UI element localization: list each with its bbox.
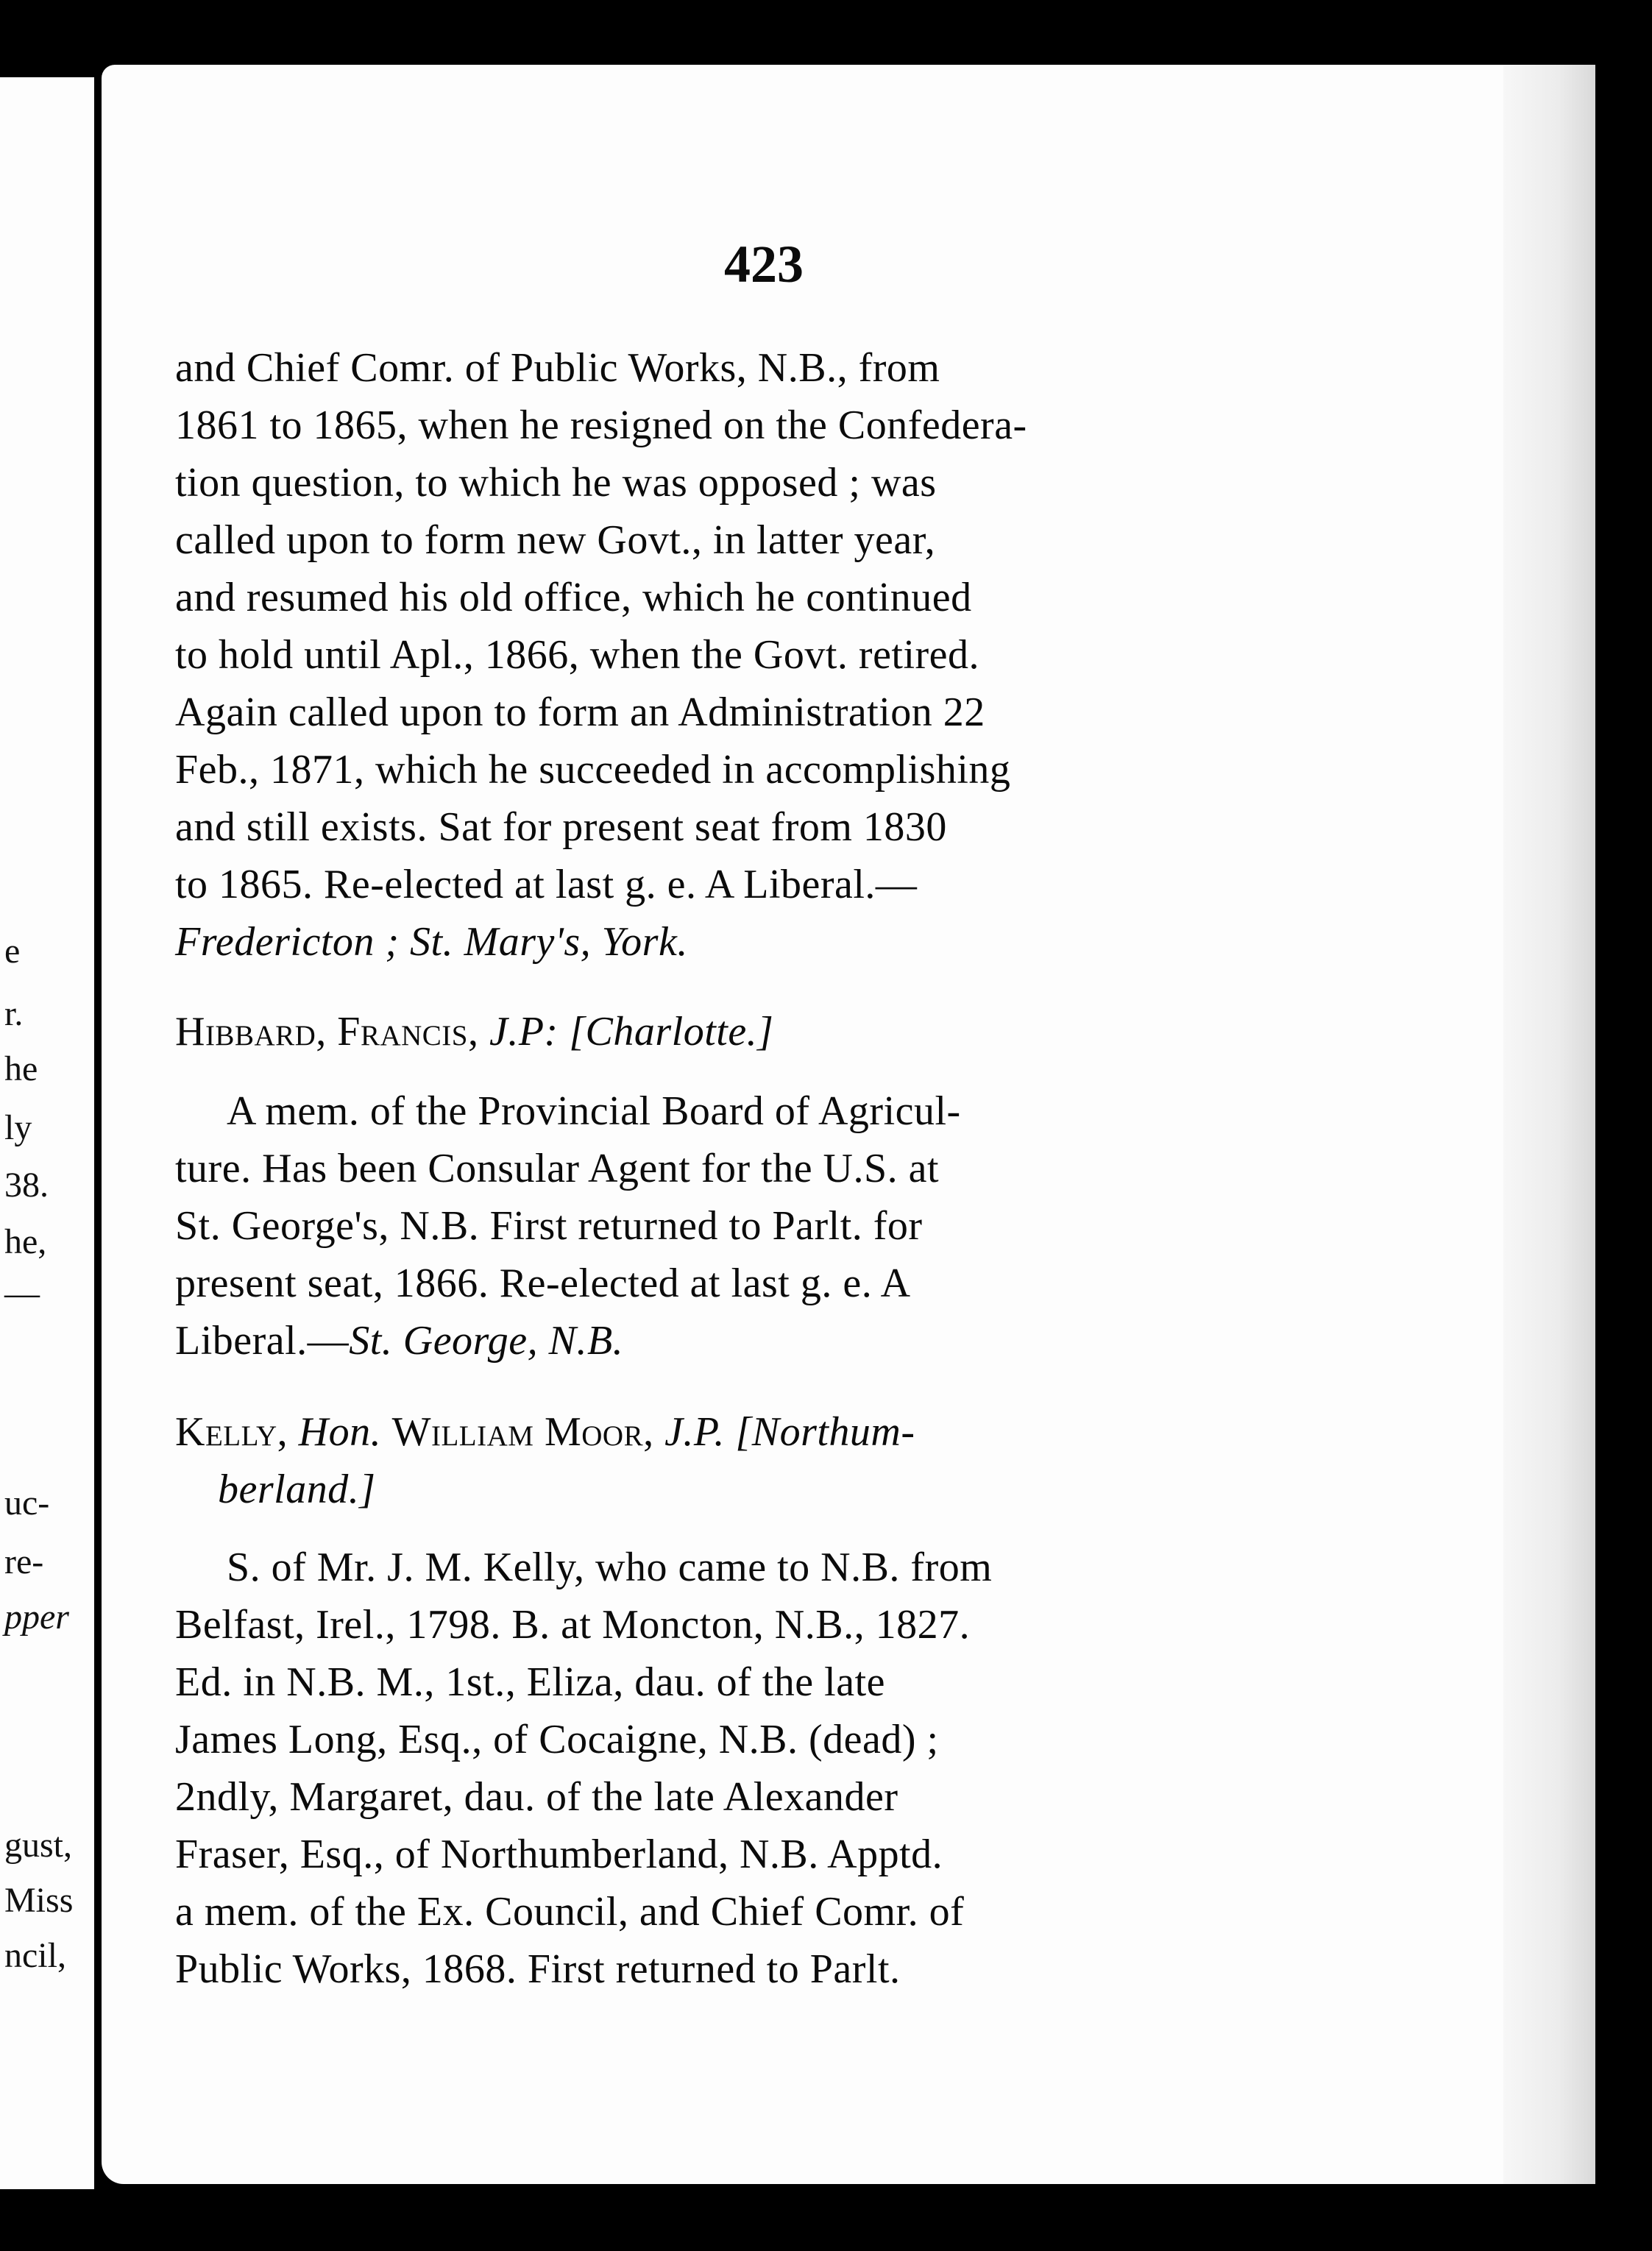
entry-name: William Moor, xyxy=(391,1409,654,1455)
page-number: 423 xyxy=(724,235,804,294)
text-fragment: Liberal.— xyxy=(175,1318,350,1364)
text-line: called upon to form new Govt., in latter year, xyxy=(175,517,936,563)
text-line: to hold until Apl., 1866, when the Govt. retired. xyxy=(175,632,980,678)
text-line: present seat, 1866. Re-elected at last g. e. A xyxy=(175,1261,911,1306)
page-edge-shading xyxy=(1503,65,1595,2184)
entry-constituency: [Northum- xyxy=(735,1409,915,1455)
left-fragment: e xyxy=(4,932,21,971)
entry-heading xyxy=(175,1408,1279,1456)
text-line: and Chief Comr. of Public Works, N.B., from xyxy=(175,345,940,391)
left-fragment: pper xyxy=(4,1598,69,1637)
book-page xyxy=(102,65,1595,2184)
text-line: Public Works, 1868. First returned to Parlt. xyxy=(175,1946,901,1992)
entry-constituency-cont: berland.] xyxy=(218,1467,376,1512)
entry-title: J.P: xyxy=(489,1009,559,1054)
text-line xyxy=(175,1317,1279,1364)
text-line: ture. Has been Consular Agent for the U.S. at xyxy=(175,1146,940,1191)
left-fragment: uc- xyxy=(4,1483,50,1522)
text-line: tion question, to which he was opposed ; was xyxy=(175,460,937,506)
text-line: Fraser, Esq., of Northumberland, N.B. Apptd. xyxy=(175,1832,943,1877)
text-line: a mem. of the Ex. Council, and Chief Comr. of xyxy=(175,1889,965,1935)
left-fragment: Miss xyxy=(4,1881,74,1920)
text-line: 2ndly, Margaret, dau. of the late Alexander xyxy=(175,1774,898,1820)
entry-constituency: [Charlotte.] xyxy=(569,1009,774,1054)
left-fragment: he, xyxy=(4,1222,47,1261)
entry-surname: Kelly, xyxy=(175,1409,288,1455)
left-fragment: — xyxy=(4,1274,40,1313)
text-line: Belfast, Irel., 1798. B. at Moncton, N.B., 1827. xyxy=(175,1602,971,1648)
entry-title: J.P. xyxy=(664,1409,725,1455)
address-line: Fredericton ; St. Mary's, York. xyxy=(175,919,688,965)
text-line: and resumed his old office, which he continued xyxy=(175,575,972,620)
text-line: and still exists. Sat for present seat from 1830 xyxy=(175,804,947,850)
text-line: James Long, Esq., of Cocaigne, N.B. (dead) ; xyxy=(175,1717,939,1762)
address-line: St. George, N.B. xyxy=(349,1318,624,1364)
text-line: Ed. in N.B. M., 1st., Eliza, dau. of the late xyxy=(175,1659,885,1705)
left-fragment: he xyxy=(4,1049,38,1088)
left-fragment: gust, xyxy=(4,1826,73,1865)
text-line: Feb., 1871, which he succeeded in accomplishing xyxy=(175,747,1011,793)
text-line: St. George's, N.B. First returned to Parlt. for xyxy=(175,1203,923,1249)
left-fragment: ncil, xyxy=(4,1936,66,1975)
text-line: Again called upon to form an Administration 22 xyxy=(175,690,985,735)
entry-honorific: Hon. xyxy=(298,1409,382,1455)
entry-heading xyxy=(175,1008,1279,1055)
text-line: 1861 to 1865, when he resigned on the Confedera- xyxy=(175,403,1027,448)
entry-name: Hibbard, Francis, xyxy=(175,1009,479,1054)
left-fragment: ly xyxy=(4,1108,32,1147)
left-fragment: r. xyxy=(4,994,24,1033)
text-line: S. of Mr. J. M. Kelly, who came to N.B. from xyxy=(227,1545,993,1590)
text-line: A mem. of the Provincial Board of Agricul- xyxy=(227,1088,961,1134)
previous-page-edge xyxy=(0,77,94,2189)
text-line: to 1865. Re-elected at last g. e. A Liberal.— xyxy=(175,862,918,907)
left-fragment: 38. xyxy=(4,1166,49,1205)
left-fragment: re- xyxy=(4,1542,44,1581)
